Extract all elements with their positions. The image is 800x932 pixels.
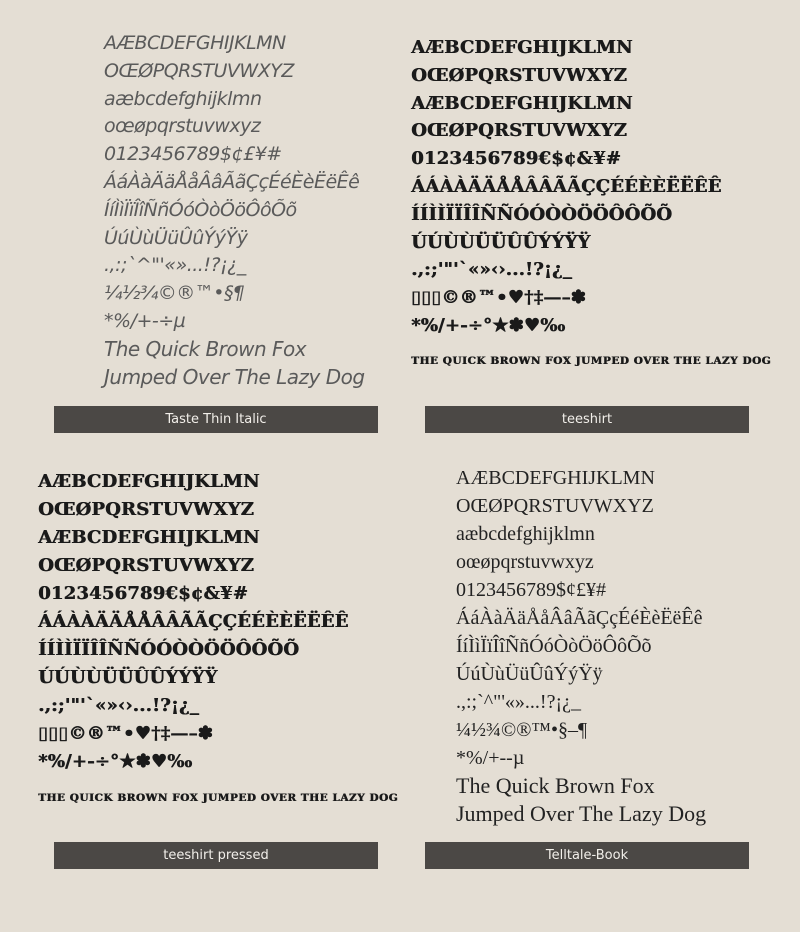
font-name-label: Taste Thin Italic (54, 406, 378, 433)
glyph-line: ÚÚÙÙÜÜÛÛÝÝŸŸ (411, 231, 591, 253)
glyph-lines (104, 30, 365, 391)
glyph-line: .,:;`^"'«»...!?¡¿_ (104, 254, 246, 277)
font-name-label: Telltale-Book (425, 842, 749, 869)
glyph-line: ÍíÌìÏïÎîÑñÓóÒòÖöÔôÕõ (104, 198, 297, 221)
glyph-line: AÆBCDEFGHIJKLMN (411, 37, 633, 58)
glyph-line: AÆBCDEFGHIJKLMN (38, 527, 260, 548)
pangram-line: Jumped Over The Lazy Dog (104, 364, 365, 389)
glyph-line: 0123456789$¢£¥# (456, 579, 606, 601)
font-name-label: teeshirt pressed (54, 842, 378, 869)
glyph-line: .,:;`^"'«»...!?¡¿_ (456, 691, 581, 713)
glyph-line: aæbcdefghijklmn (456, 523, 595, 545)
glyph-line: *%/+-÷°★✽♥‰ (38, 751, 193, 772)
glyph-line: AÆBCDEFGHIJKLMN (456, 467, 655, 489)
glyph-line: *%/+--µ (456, 747, 525, 769)
pangram-line: The Quick Brown Fox (104, 336, 307, 361)
glyph-line: OŒØPQRSTUVWXYZ (411, 120, 627, 142)
glyph-line: OŒØPQRSTUVWXYZ (38, 555, 254, 576)
glyph-line: ¼½¾©®™•§¶ (104, 282, 245, 305)
glyph-line: 0123456789€$¢&¥# (411, 148, 621, 170)
glyph-line: AÆBCDEFGHIJKLMN (411, 92, 633, 114)
glyph-line: .,:;'"'`«»‹›...!?¡¿_ (411, 259, 572, 281)
glyph-line: ÚúÙùÜüÛûÝýŸÿ (456, 663, 603, 685)
glyph-line: ▯▯▯©®™•♥†‡—–✽ (38, 723, 213, 744)
glyph-line: ÁáÀàÄäÅåÂâÃãÇçÉéÈèËëÊê (104, 170, 360, 193)
glyph-line: OŒØPQRSTUVWXYZ (38, 499, 254, 520)
pangram-line: THE QUICK BROWN FOX JUMPED OVER THE LAZY DOG (411, 354, 772, 367)
glyph-lines (456, 464, 706, 828)
glyph-lines (411, 34, 771, 376)
glyph-line: *%/+-÷°★✽♥‰ (411, 314, 566, 336)
glyph-line: oœøpqrstuvwxyz (104, 115, 261, 138)
glyph-line: ÚÚÙÙÜÜÛÛÝÝŸŸ (38, 667, 218, 688)
glyph-line: OŒØPQRSTUVWXYZ (104, 59, 294, 82)
glyph-line: *%/+-÷µ (104, 309, 186, 332)
glyph-line: ÁÁÀÀÄÄÅÅÂÂÃÃÇÇÉÉÈÈËËÊÊ (38, 611, 349, 632)
glyph-line: ¼½¾©®™•§–¶ (456, 719, 588, 741)
glyph-line: ÍíÌìÏïÎîÑñÓóÒòÖöÔôÕõ (456, 635, 652, 657)
glyph-line: 0123456789$¢£¥# (104, 143, 282, 166)
glyph-lines (38, 468, 398, 812)
glyph-line: ÍÍÌÌÏÏÎÎÑÑÓÓÒÒÖÖÔÔÕÕ (411, 203, 673, 225)
glyph-line: ÍÍÌÌÏÏÎÎÑÑÓÓÒÒÖÖÔÔÕÕ (38, 639, 300, 660)
glyph-line: 0123456789€$¢&¥# (38, 583, 248, 604)
glyph-line: OŒØPQRSTUVWXYZ (456, 495, 654, 517)
glyph-line: aæbcdefghijklmn (104, 87, 262, 110)
pangram-line: Jumped Over The Lazy Dog (456, 801, 707, 826)
glyph-line: ÚúÙùÜüÛûÝýŸÿ (104, 226, 248, 249)
font-name-label: teeshirt (425, 406, 749, 433)
glyph-line: OŒØPQRSTUVWXYZ (411, 64, 627, 86)
glyph-line: oœøpqrstuvwxyz (456, 551, 594, 573)
pangram-line: THE QUICK BROWN FOX JUMPED OVER THE LAZY DOG (38, 792, 399, 804)
glyph-line: ÁáÀàÄäÅåÂâÃãÇçÉéÈèËëÊê (456, 607, 703, 629)
glyph-line: ÁÁÀÀÄÄÅÅÂÂÃÃÇÇÉÉÈÈËËÊÊ (411, 175, 722, 197)
glyph-line: ▯▯▯©®™•♥†‡—–✽ (411, 287, 586, 309)
pangram-line: The Quick Brown Fox (456, 773, 655, 798)
glyph-line: AÆBCDEFGHIJKLMN (104, 32, 286, 54)
glyph-line: AÆBCDEFGHIJKLMN (38, 471, 260, 492)
glyph-line: .,:;'"'`«»‹›...!?¡¿_ (38, 695, 199, 716)
